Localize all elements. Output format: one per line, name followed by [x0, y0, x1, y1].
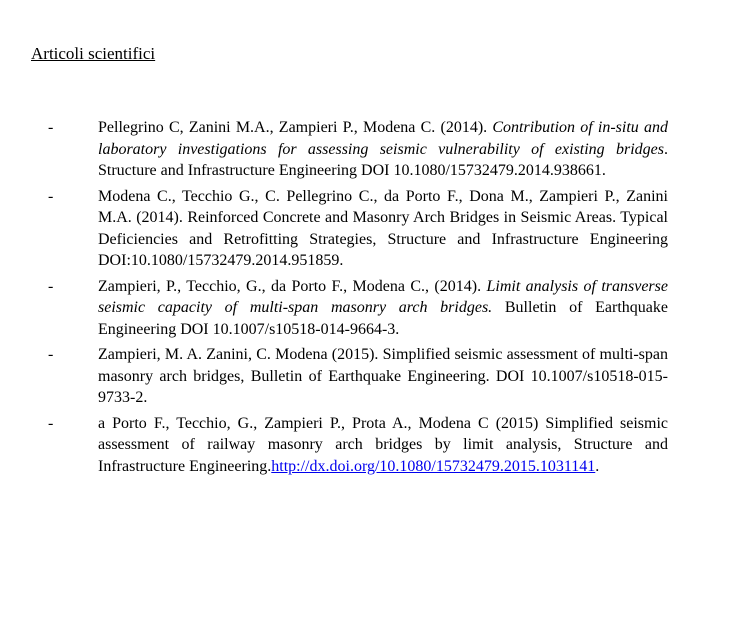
reference-title: Limit analysis of transverse seismic capacity of multi-span masonry arch bridges. [98, 277, 668, 316]
list-bullet: - [48, 187, 54, 205]
reference-text [98, 117, 668, 182]
reference-source: . Structure and Infrastructure Engineering DOI 10.1080/15732479.2014.938661. [98, 140, 668, 179]
reference-text [98, 413, 668, 478]
reference-authors: Zampieri, P., Tecchio, G., da Porto F., Modena C., (2014). [98, 277, 487, 295]
reference-list [0, 117, 741, 481]
reference-text [98, 186, 668, 272]
reference-source: Bulletin of Earthquake Engineering DOI 10.1007/s10518-014-9664-3. [98, 299, 669, 338]
section-heading: Articoli scientifici [31, 44, 156, 63]
reference-title: Contribution of in-situ and laboratory investigations for assessing seismic vulnerability of existing bridges [98, 119, 668, 158]
reference-item-5 [0, 413, 741, 478]
reference-full-citation: a Porto F., Tecchio, G., Zampieri P., Prota A., Modena C (2015) Simplified seismic assessment of railway masonry arch bridges by limit analysis, Structure and Infrastructure Engineering. [98, 414, 668, 475]
reference-text [98, 344, 668, 409]
reference-authors: Pellegrino C, Zanini M.A., Zampieri P., Modena C. (2014). [98, 119, 493, 136]
reference-item-1 [0, 117, 741, 182]
list-bullet: - [48, 119, 54, 136]
doi-link[interactable]: http://dx.doi.org/10.1080/15732479.2015.1031141 [271, 457, 596, 475]
reference-end-punctuation: . [595, 457, 600, 475]
reference-full-citation: Zampieri, M. A. Zanini, C. Modena (2015). Simplified seismic assessment of multi-span masonry arch bridges, Bulletin of Earthquake Engineering. DOI 10.1007/s10518-015-9733-2. [98, 346, 668, 406]
reference-full-citation: Modena C., Tecchio G., C. Pellegrino C., da Porto F., Dona M., Zampieri P., Zanini M.A. (2014). Reinforced Concrete and Masonry Arch Bridges in Seismic Areas. Typical Deficiencies and Retrofitting Strategies, Structure and Infrastructure Engineering DOI:10.1080/15732479.2014.951859. [98, 187, 668, 269]
reference-item-2 [0, 186, 741, 272]
list-bullet: - [48, 277, 54, 295]
list-bullet: - [48, 346, 54, 363]
list-bullet: - [48, 414, 54, 432]
reference-text [98, 276, 668, 341]
reference-item-3 [0, 276, 741, 341]
reference-item-4 [0, 344, 741, 409]
